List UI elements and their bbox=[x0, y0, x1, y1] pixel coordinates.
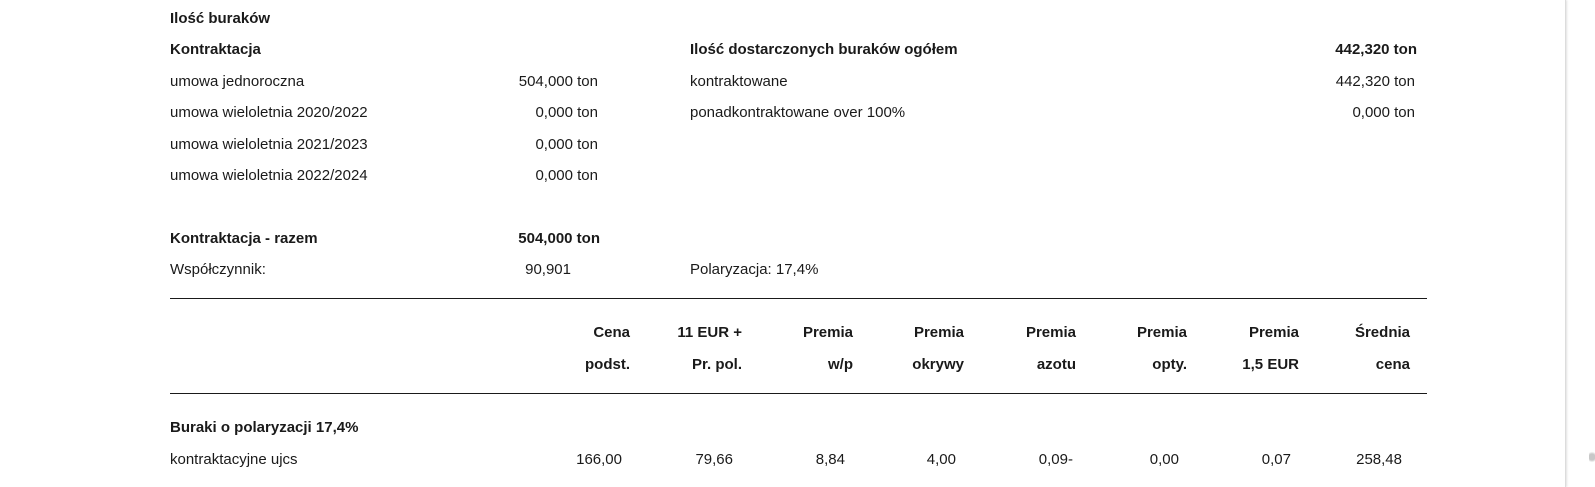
scroll-indicator[interactable] bbox=[1589, 450, 1595, 464]
contract-row-value: 0,000 ton bbox=[535, 167, 598, 184]
cell-eur-pol: 79,66 bbox=[695, 451, 733, 468]
delivered-heading: Ilość dostarczonych buraków ogółem bbox=[690, 41, 958, 58]
coefficient-label: Współczynnik: bbox=[170, 261, 266, 278]
cell-average-price: 258,48 bbox=[1356, 451, 1402, 468]
cell-premium-opt: 0,00 bbox=[1149, 451, 1179, 468]
contracting-total-label: Kontraktacja - razem bbox=[170, 230, 318, 247]
col-header-base-price: Cena bbox=[593, 324, 630, 341]
delivered-row-value: 0,000 ton bbox=[1352, 104, 1415, 121]
contract-row-value: 504,000 ton bbox=[518, 73, 598, 90]
col-header-eur-pol-sub: Pr. pol. bbox=[691, 356, 742, 373]
col-header-average-price-sub: cena bbox=[1375, 356, 1410, 373]
col-header-premium-wp: Premia bbox=[802, 324, 853, 341]
contract-row-value: 0,000 ton bbox=[535, 104, 598, 121]
cell-premium-eur: 0,07 bbox=[1261, 451, 1291, 468]
col-header-premium-cover-sub: okrywy bbox=[912, 356, 964, 373]
row-label: kontraktacyjne ujcs bbox=[170, 451, 298, 468]
col-header-premium-cover: Premia bbox=[913, 324, 964, 341]
section-title: Ilość buraków bbox=[170, 10, 271, 27]
cell-base-price: 166,00 bbox=[576, 451, 622, 468]
cell-premium-cover: 4,00 bbox=[926, 451, 956, 468]
col-header-average-price: Średnia bbox=[1354, 324, 1410, 341]
delivered-row-label: kontraktowane bbox=[690, 73, 788, 90]
contracting-total-value: 504,000 ton bbox=[518, 230, 600, 247]
col-header-premium-nitrogen-sub: azotu bbox=[1036, 356, 1076, 373]
coefficient-value: 90,901 bbox=[525, 261, 571, 278]
contract-row-label: umowa jednoroczna bbox=[170, 73, 305, 90]
cell-premium-wp: 8,84 bbox=[815, 451, 845, 468]
col-header-premium-eur-sub: 1,5 EUR bbox=[1242, 356, 1299, 373]
col-header-eur-pol: 11 EUR + bbox=[677, 324, 742, 341]
delivered-total: 442,320 ton bbox=[1335, 41, 1417, 58]
col-header-premium-opt: Premia bbox=[1136, 324, 1187, 341]
cell-premium-nitrogen: 0,09- bbox=[1038, 451, 1073, 468]
col-header-base-price-sub: podst. bbox=[585, 356, 630, 373]
divider-line bbox=[170, 298, 1427, 299]
contract-row-label: umowa wieloletnia 2021/2023 bbox=[170, 136, 368, 153]
col-header-premium-wp-sub: w/p bbox=[828, 356, 853, 373]
table-group-title: Buraki o polaryzacji 17,4% bbox=[170, 419, 359, 436]
col-header-premium-nitrogen: Premia bbox=[1025, 324, 1076, 341]
contract-row-value: 0,000 ton bbox=[535, 136, 598, 153]
divider-line bbox=[170, 393, 1427, 394]
delivered-row-label: ponadkontraktowane over 100% bbox=[690, 104, 906, 121]
col-header-premium-eur: Premia bbox=[1248, 324, 1299, 341]
delivered-row-value: 442,320 ton bbox=[1335, 73, 1415, 90]
col-header-premium-opt-sub: opty. bbox=[1152, 356, 1187, 373]
contracting-heading: Kontraktacja bbox=[170, 41, 261, 58]
contract-row-label: umowa wieloletnia 2022/2024 bbox=[170, 167, 368, 184]
contract-row-label: umowa wieloletnia 2020/2022 bbox=[170, 104, 368, 121]
polarization-label: Polaryzacja: 17,4% bbox=[690, 261, 819, 278]
